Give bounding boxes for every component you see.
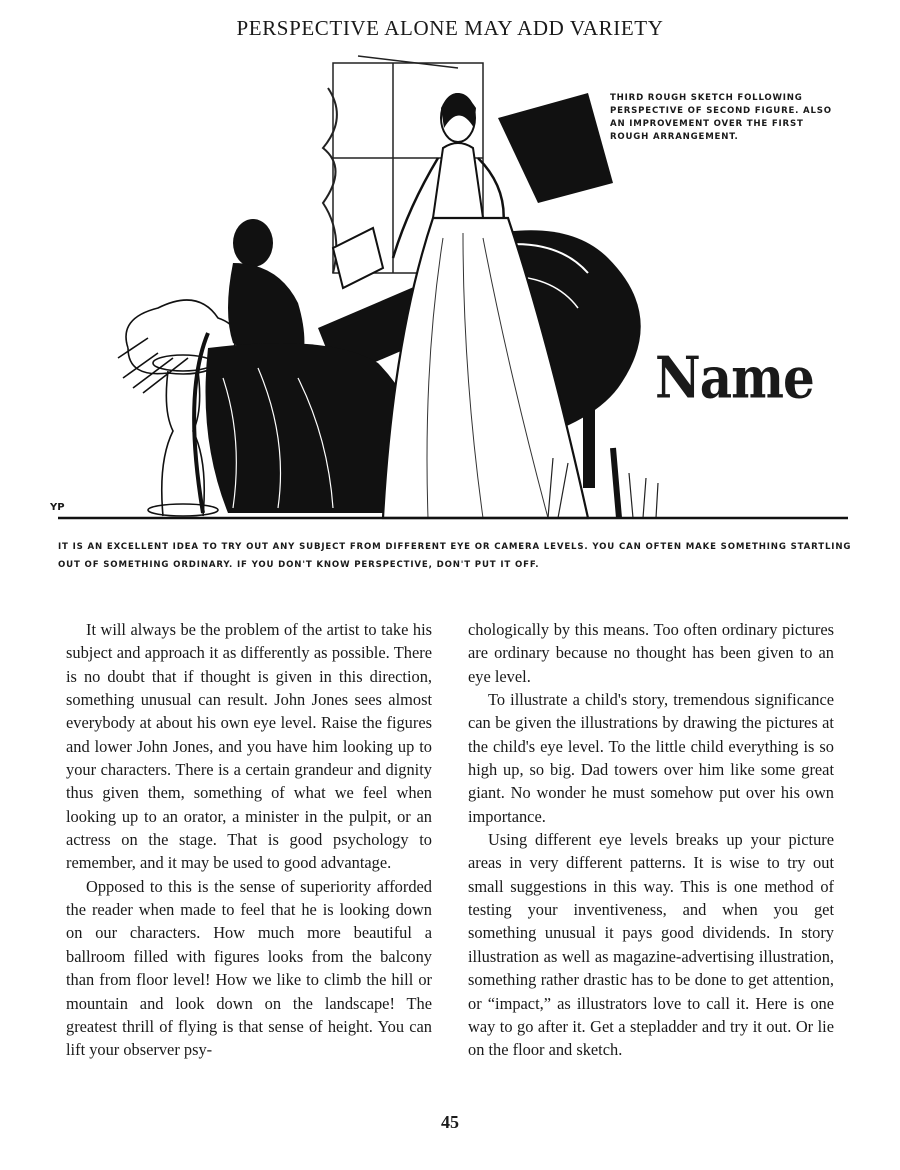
right-text-column: [468, 618, 834, 1062]
name-label: Name: [655, 343, 814, 412]
paragraph: chologically by this means. Too often ordinary pictures are ordinary because no thought has been given to an eye level.: [468, 620, 834, 686]
paragraph: To illustrate a child's story, tremendous significance can be given the illustrations by drawing the pictures at the child's eye level. To the little child everything is so high up, so big. Dad towers over him like some great giant. No wonder he must somehow put over his own importance.: [468, 690, 834, 826]
left-text-column: [66, 618, 432, 1062]
page-number: 45: [441, 1112, 459, 1132]
sketch-note: THIRD ROUGH SKETCH FOLLOWING PERSPECTIVE OF SECOND FIGURE. ALSO AN IMPROVEMENT OVER THE FIRST ROUGH ARRANGEMENT.: [610, 93, 832, 142]
paragraph: Using different eye levels breaks up your picture areas in very different patterns. It is wise to try out small suggestions in this way. This is one method of testing your inventiveness, and when you get something unusual it pays good dividends. In story illustration as well as magazine-advertising illustration, something rather drastic has to be done to get attention, or “impact,” as illustrators love to call it. Here is one way to go after it. Get a stepladder and try it out. Or lie on the floor and sketch.: [468, 830, 834, 1060]
artist-initials: YP: [50, 502, 65, 513]
page-title: PERSPECTIVE ALONE MAY ADD VARIETY: [236, 16, 664, 40]
paragraph: Opposed to this is the sense of superiority afforded the reader when made to feel that he is looking down on our characters. How much more beautiful a ballroom filled with figures looks from the balcony than from floor level! How we like to climb the hill or mountain and look down on the landscape! The greatest thrill of flying is that sense of height. You can lift your observer psy-: [66, 876, 432, 1060]
paragraph: It will always be the problem of the artist to take his subject and approach it as differently as possible. There is no doubt that if thought is given in this direction, something unusual can result. John Jones sees almost everybody at about his own eye level. Raise the figures and lower John Jones, and you have him looking up to your characters. There is a certain grandeur and dignity thus given them, something of what we feel when looking up to an orator, a minister in the pulpit, or an actress on the stage. That is good psychology to remember, and it may be used to good advantage.: [66, 620, 432, 873]
illustration-caption: IT IS AN EXCELLENT IDEA TO TRY OUT ANY SUBJECT FROM DIFFERENT EYE OR CAMERA LEVELS. YOU CAN OFTEN MAKE SOMETHING STARTLING OUT OF SOMETHING ORDINARY. IF YOU DON'T KNOW PERSPECTIVE, DON'T PUT IT OFF.: [58, 542, 852, 570]
